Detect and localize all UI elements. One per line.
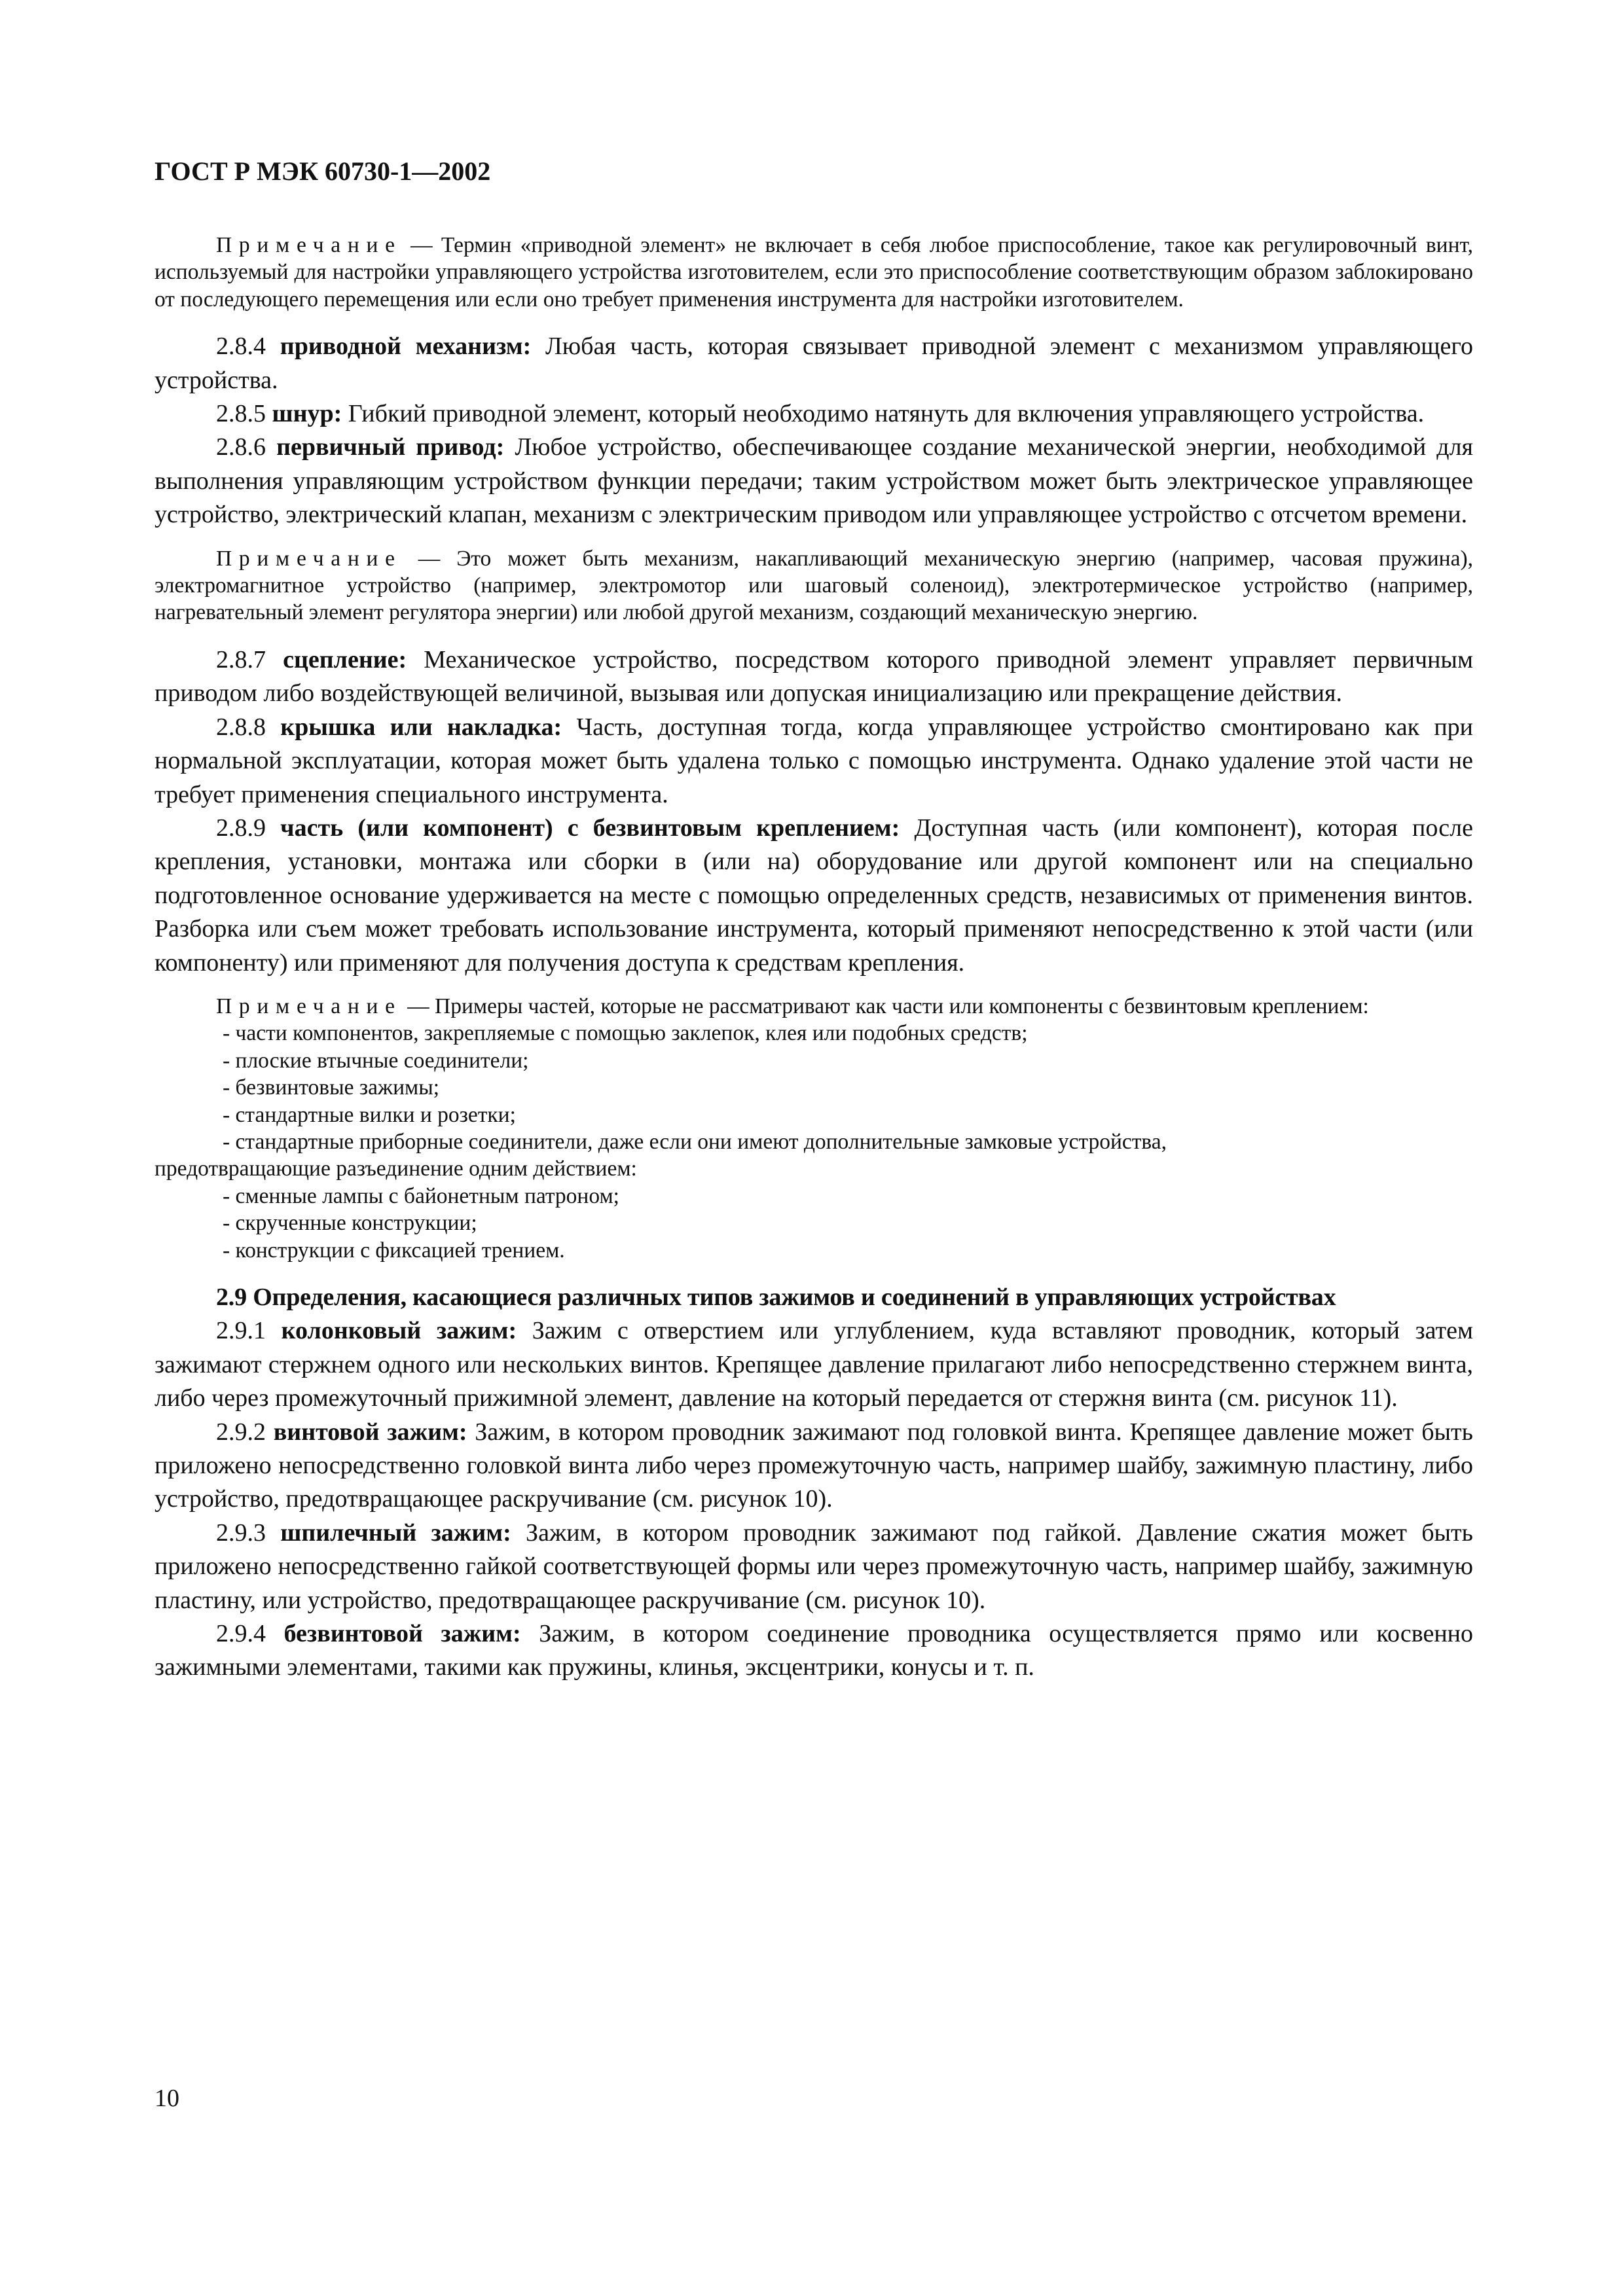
clause-number: 2.8.9 xyxy=(216,814,281,842)
clause-number: 2.8.4 xyxy=(216,332,280,361)
clause-2-8-6 xyxy=(155,431,1473,531)
clause-number: 2.9.4 xyxy=(216,1620,284,1648)
clause-term: шпилечный зажим: xyxy=(280,1518,511,1547)
clause-2-8-8 xyxy=(155,711,1473,812)
section-2-9-heading: 2.9 Определения, касающиеся различных типов зажимов и соединений в управляющих устройствах xyxy=(216,1283,1336,1311)
clause-text: Зажим, в котором соединение проводника осуществляется прямо или косвенно зажимными элементами, такими как пружины, клинья, эксцентрики, конусы и т. п. xyxy=(155,1620,1474,1681)
clause-2-9-1 xyxy=(155,1314,1473,1415)
clause-2-9-4 xyxy=(155,1617,1473,1685)
note-text: — Примеры частей, которые не рассматривают как части или компоненты с безвинтовым креплением: xyxy=(401,994,1369,1018)
clause-term: колонковый зажим: xyxy=(281,1317,517,1345)
clause-term: крышка или накладка: xyxy=(280,713,562,741)
clause-text: Любая часть, которая связывает приводной элемент с механизмом управляющего устройства. xyxy=(155,332,1473,394)
clause-number: 2.9.1 xyxy=(216,1317,282,1345)
list-item: - безвинтовые зажимы; xyxy=(223,1075,440,1100)
list-item: - части компонентов, закрепляемые с помощью заклепок, клея или подобных средств; xyxy=(223,1021,1028,1046)
clause-2-8-9 xyxy=(155,812,1473,980)
note-label: Примечание xyxy=(216,994,402,1018)
clause-term: первичный привод: xyxy=(276,433,505,461)
clause-2-8-7 xyxy=(155,643,1473,711)
list-item: - конструкции с фиксацией трением. xyxy=(223,1238,565,1263)
clause-number: 2.8.6 xyxy=(216,433,277,461)
clause-text: Зажим с отверстием или углублением, куда вставляют проводник, который затем зажимают стержнем одного или нескольких винтов. Крепящее давление прилагают либо непосредственно стержнем винта, либо через промежуточный прижимной элемент, давление на который передается от стержня винта (см. рисунок 11). xyxy=(155,1317,1473,1412)
clause-term: приводной механизм: xyxy=(280,332,532,361)
clause-term: винтовой зажим: xyxy=(273,1418,467,1446)
clause-number: 2.8.7 xyxy=(216,645,283,673)
page-number: 10 xyxy=(155,2085,179,2112)
list-item: - стандартные вилки и розетки; xyxy=(223,1102,516,1127)
clause-number: 2.9.3 xyxy=(216,1518,281,1547)
note-text: — Это может быть механизм, накапливающий механическую энергию (например, часовая пружина), электромагнитное устройство (например, электромотор или шаговый соленоид), электротермическое устройство (например, нагревательный элемент регулятора энергии) или любой другой механизм, создающий механическую энергию. xyxy=(155,546,1473,625)
clause-text: Зажим, в котором проводник зажимают под головкой винта. Крепящее давление может быть приложено непосредственно головкой винта либо через промежуточную часть, например шайбу, зажимную пластину, либо устройство, предотвращающее раскручивание (см. рисунок 10). xyxy=(155,1418,1473,1513)
note-screwless-examples xyxy=(155,993,1473,1020)
note-examples-list xyxy=(155,1020,1473,1264)
note-prime-mover xyxy=(155,545,1473,626)
clause-text: Доступная часть (или компонент), которая после крепления, установки, монтажа или сборки в (или на) оборудование или другой компонент или на специально подготовленное основание удерживается на месте с помощью определенных средств, независимых от применения винтов. Разборка или съем может требовать использование инструмента, который применяют непосредственно к этой части (или компоненту) или применяют для получения доступа к средствам крепления. xyxy=(155,814,1473,977)
clause-term: шнур: xyxy=(272,400,342,428)
clause-2-8-4 xyxy=(155,330,1473,397)
clause-text: Механическое устройство, посредством которого приводной элемент управляет первичным приводом либо воздействующей величиной, вызывая или допуская инициализацию или прекращение действия. xyxy=(155,645,1473,708)
clause-text: Гибкий приводной элемент, который необходимо натянуть для включения управляющего устройства. xyxy=(342,400,1425,428)
clause-term: безвинтовой зажим: xyxy=(283,1620,521,1648)
note-text: — Термин «приводной элемент» не включает в себя любое приспособление, такое как регулировочный винт, используемый для настройки управляющего устройства изготовителем, если это приспособление соответствующим образом заблокировано от последующего перемещения или если оно требует применения инструмента для настройки изготовителем. xyxy=(155,233,1473,312)
list-item: - скрученные конструкции; xyxy=(223,1211,477,1236)
note-label: Примечание xyxy=(216,233,402,257)
clause-text: Часть, доступная тогда, когда управляющее устройство смонтировано как при нормальной эксплуатации, которая может быть удалена только с помощью инструмента. Однако удаление этой части не требует применения специального инструмента. xyxy=(155,713,1473,808)
list-item: - плоские втычные соединители; xyxy=(223,1048,529,1073)
clause-number: 2.9.2 xyxy=(216,1418,274,1446)
list-item: - стандартные приборные соединители, даже если они имеют дополнительные замковые устройства, xyxy=(223,1129,1167,1154)
note-label: Примечание xyxy=(216,546,402,571)
list-item-continuation: предотвращающие разъединение одним действием: xyxy=(155,1157,637,1181)
list-item: - сменные лампы с байонетным патроном; xyxy=(223,1183,619,1208)
clause-2-9-3 xyxy=(155,1516,1473,1617)
document-title: ГОСТ Р МЭК 60730-1—2002 xyxy=(155,156,491,186)
clause-text: Зажим, в котором проводник зажимают под гайкой. Давление сжатия может быть приложено непосредственно гайкой соответствующей формы или через промежуточную часть, например шайбу, зажимную пластину, или устройство, предотвращающее раскручивание (см. рисунок 10). xyxy=(155,1518,1473,1614)
clause-term: часть (или компонент) с безвинтовым креплением: xyxy=(280,814,900,842)
clause-number: 2.8.8 xyxy=(216,713,281,741)
clause-term: сцепление: xyxy=(283,645,407,673)
clause-text: Любое устройство, обеспечивающее создание механической энергии, необходимой для выполнения управляющим устройством функции передачи; таким устройством может быть электрическое управляющее устройство, электрический клапан, механизм с электрическим приводом или управляющее устройство с отсчетом времени. xyxy=(155,433,1474,529)
clause-2-9-2 xyxy=(155,1416,1473,1516)
clause-2-8-5 xyxy=(155,397,1473,431)
clause-number: 2.8.5 xyxy=(216,400,272,428)
note-actuating-member xyxy=(155,232,1473,313)
